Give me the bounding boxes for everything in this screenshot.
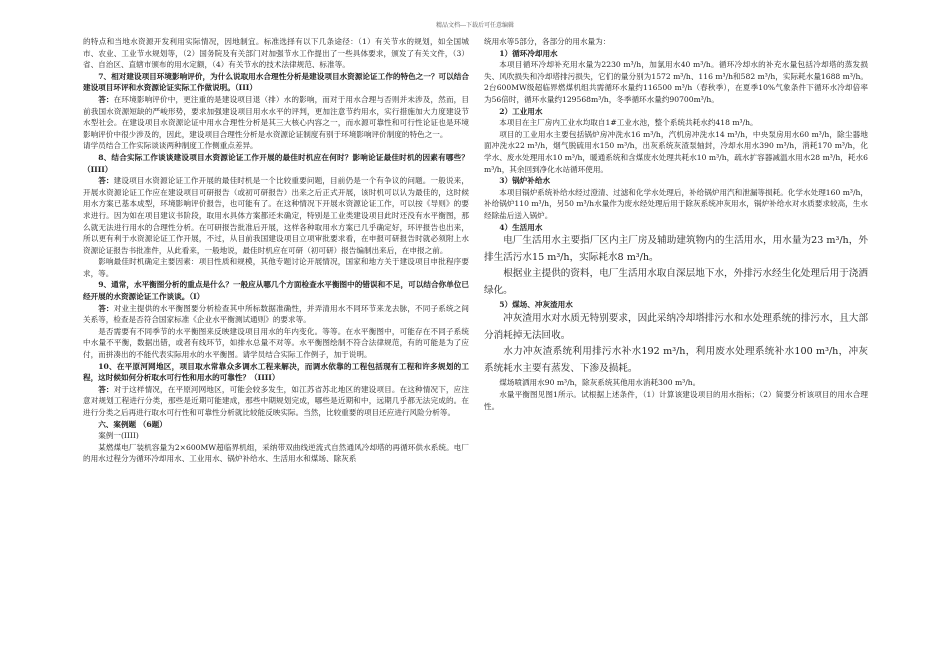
paragraph-standards: 的特点和当地水资源开发利用实际情况，因地制宜。标准选择有以下几条途径：（1）有关节水的规划，如全国城市、农业、工业节水规划等，（2）国务院及有关部门对加强节水工作提出了一些具体要求，颁发了有关文件，（3）省、自治区、直辖市颁布的用水定额，（4）有关节水的技术法律规范、标准等。: [83, 37, 469, 70]
answer-label: 答：: [98, 303, 114, 313]
answer-7: [83, 94, 469, 140]
question-7: 7、相对建设项目环境影响评价，为什么说取用水合理性分析是建设项目水资源论证工作的特色之一？可以结合建设项目环评和水资源论证实际工作做说明。（III）: [83, 71, 469, 93]
section-6-heading: 六、案例题 （6题）: [98, 419, 167, 429]
boiler-water-text: 本项目锅炉系统补给水经过澄清、过滤和化学水处理后，补给锅炉用汽和泄漏等损耗。化学水处理160 m³/h，补给锅炉110 m³/h，另50 m³/h水量作为废水经处理后用于除灰系统冲灰用水，锅炉补给水对水质要求较高，生水经除盐后送入锅炉。: [484, 187, 868, 220]
intro-line: 统用水等5部分，各部分的用水量为：: [484, 37, 611, 46]
question-10: 10、在平原河网地区，项目取水常靠众多调水工程来解决，而调水依靠的工程包括现有工程和许多规划的工程，这时候如何分析取水可行性和用水的可靠性？（IIII）: [83, 361, 469, 383]
answer-8-factors: 影响最佳时机确定主要因素：项目性质和规模，其他专题讨论开展情况，国家和地方关于建设项目申批程序要求，等。: [83, 257, 469, 278]
answer-8: [83, 175, 469, 256]
case-1-title: 案例一(IIII): [98, 431, 139, 441]
case-1-text: 某燃煤电厂装机容量为2×600MW超临界机组，采纳带双曲线逆流式自然通风冷却塔的再循环供水系统。电厂的用水过程分为循环冷却用水、工业用水、锅炉补给水、生活用水和煤场、除灰系: [83, 442, 469, 464]
heading-cooling-water: 1）循环冷却用水: [499, 48, 558, 58]
question-9: 9、通常，水平衡图分析的重点是什么？一般应从哪几个方面检查水平衡图中的错误和不足，可以结合你单位已经开展的水资源论证工作谈谈。（I）: [83, 280, 469, 302]
page-header: 精品文档---下载后可任意编辑: [435, 22, 515, 29]
heading-domestic-water: 4）生活用水: [499, 222, 543, 232]
left-column: [83, 36, 469, 465]
heading-coal-ash-water: 5）煤场、冲灰渣用水: [499, 300, 573, 310]
coal-ash-text-1: 冲灰渣用水对水质无特别要求，因此采纳冷却塔排污水和水处理系统的排污水，且大部分消耗掉无法回收。: [484, 313, 868, 341]
answer-9-text: 对业主提供的水平衡图要分析检查其中所标数据准确性，并弄清用水不同环节来龙去脉，不同子系统之间关系等，检查是否符合国家标准《企业水平衡测试通则》的要求等。: [83, 303, 470, 325]
right-column: [484, 36, 868, 412]
answer-label: 答：: [98, 384, 114, 394]
answer-label: 答：: [98, 176, 114, 186]
answer-label: 答：: [98, 94, 114, 104]
coal-ash-text-3: 煤场喷洒用水90 m³/h，除灰系统其他用水消耗300 m³/h。: [499, 378, 701, 388]
cooling-water-text: 本项目循环冷却补充用水量为2230 m³/h，加氯用水40 m³/h。循环冷却水的补充水量包括冷却塔的蒸发损失、风吹损失和冷却塔排污损失，它们的量分别为1572 m³/h、116 m³/h和582 m³/h，实际耗水量1688 m³/h。2台600MW级超临界燃煤机组共需循环水量约116500 m³/h（春秋季），在夏季10%气象条件下循环水冷却倍率为56倍时，循环水量约129568m³/h，冬季循环水量约90700m³/h。: [484, 60, 868, 104]
domestic-water-text-2: 根据业主提供的资料，电厂生活用水取自深层地下水，外排污水经生化处理后用于浇洒绿化。: [484, 268, 868, 296]
answer-9: [83, 303, 469, 326]
answer-9-detail: 是否需要有不同季节的水平衡图来反映建设项目用水的年内变化。等等。在水平衡图中，可能存在不同子系统中水量不平衡，数据出错，或者有线环节，如排水总量不对等。水平衡图绘制不符合法律规范，有的可能是为了应付，而拼凑出的不能代表实际用水的水平衡图。请学员结合实际工作例子，加于说明。: [83, 326, 469, 360]
answer-10-text: 对于这样情况，在平原河网地区，可能会较多发生，如江苏省苏北地区的建设项目。在这种情况下，应注意对规划工程进行分类，那些是近期可能建成，那些中期规划完成，哪些是近期和中，远期几乎都无法完成的。在进行分类之后再进行取水可行性和可靠性分析就比较能反映实际。当然，比较重要的项目还应进行风险分析等。: [83, 384, 470, 417]
answer-8-text: 建设项目水资源论证工作开展的最佳时机是一个比较重要问题，目前仍是一个有争议的问题。一般说来，开展水资源论证工作应在建设项目可研报告（或初可研报告）出来之后正式开展，该时机可以认为最佳的，这时候用水方案已基本成型，环境影响评价报告，也可能有了。在这种情况下开展水资源论证工作，可以按《导则》的要求进行。因为如在项目建议书阶段，取用水具体方案都还未确定，特别是工业类建设项目此时还没有水平衡图，那么就无法进行用水的合理性分析。在可研报告批准后开展，这样各种取用水方案已几乎确定好，环评报告也出来，所以更有利于水资源论证工作开展，不过，从目前我国建设项目立项审批要求看，在申报可研报告时就必须附上水资源论证报告书批准件，从此看来，一般地说，最佳时机应在可研（初可研）报告编制出来后，在申报之前。: [83, 176, 470, 255]
answer-7-note: 请学员结合工作实际谈谈两种制度工作侧重点差异。: [83, 141, 258, 151]
water-balance-question: 水量平衡图见图1所示。试根据上述条件，（1）计算该建设项目的用水指标；（2）简要分析该项目的用水合理性。: [484, 390, 868, 411]
industrial-water-text-2: 项目的工业用水主要包括锅炉房冲洗水16 m³/h，汽机房冲洗水14 m³/h，中央泵房用水60 m³/h，除尘器地面冲洗水22 m³/h，烟气脱硫用水150 m³/h，出灰系统灰渣泵轴封，冷却水用水390 m³/h，消耗170 m³/h，化学水、废水处理用水10 m³/h，暖通系统和含煤废水处理共耗水10 m³/h，疏水扩容器减温水用水28 m³/h，耗水6 m³/h，其余回到净化水站循环使用。: [484, 129, 868, 174]
answer-7-text: 在环境影响评价中，更注重的是建设项目退（排）水的影响，而对于用水合理与否则并未涉及，然而，目前我国水资源短缺的严峻形势，要求加强建设项目用水水平的评判，更加注意节约用水，实行措施加大力度建设节水型社会。在建设项目水资源论证中用水合理性分析是其三大核心内容之一，而水源可靠性和可行性论证也是环境影响评价中很少涉及的，因此，建设项目合理性分析是水资源论证制度有别于环境影响评价制度的特色之一。: [83, 94, 470, 139]
heading-industrial-water: 2）工业用水: [499, 106, 543, 116]
coal-ash-text-2: 水力冲灰渣系统利用排污水补水192 m³/h，利用废水处理系统补水100 m³/h，冲灰系统耗水主要有蒸发、下渗及损耗。: [484, 346, 868, 374]
domestic-water-text-1: 电厂生活用水主要指厂区内主厂房及辅助建筑物内的生活用水，用水量为23 m³/h，外排生活污水15 m³/h，实际耗水8 m³/h。: [484, 235, 868, 263]
heading-boiler-water: 3）锅炉补给水: [499, 176, 551, 186]
question-8: 8、结合实际工作谈谈建设项目水资源论证工作开展的最佳时机应在何时？影响论证最佳时机的因素有哪些？（IIII）: [83, 152, 469, 174]
answer-10: [83, 384, 469, 419]
industrial-water-text-1: 本项目在主厂房内工业水均取自1#工业水池，整个系统共耗水约418 m³/h。: [499, 118, 758, 128]
